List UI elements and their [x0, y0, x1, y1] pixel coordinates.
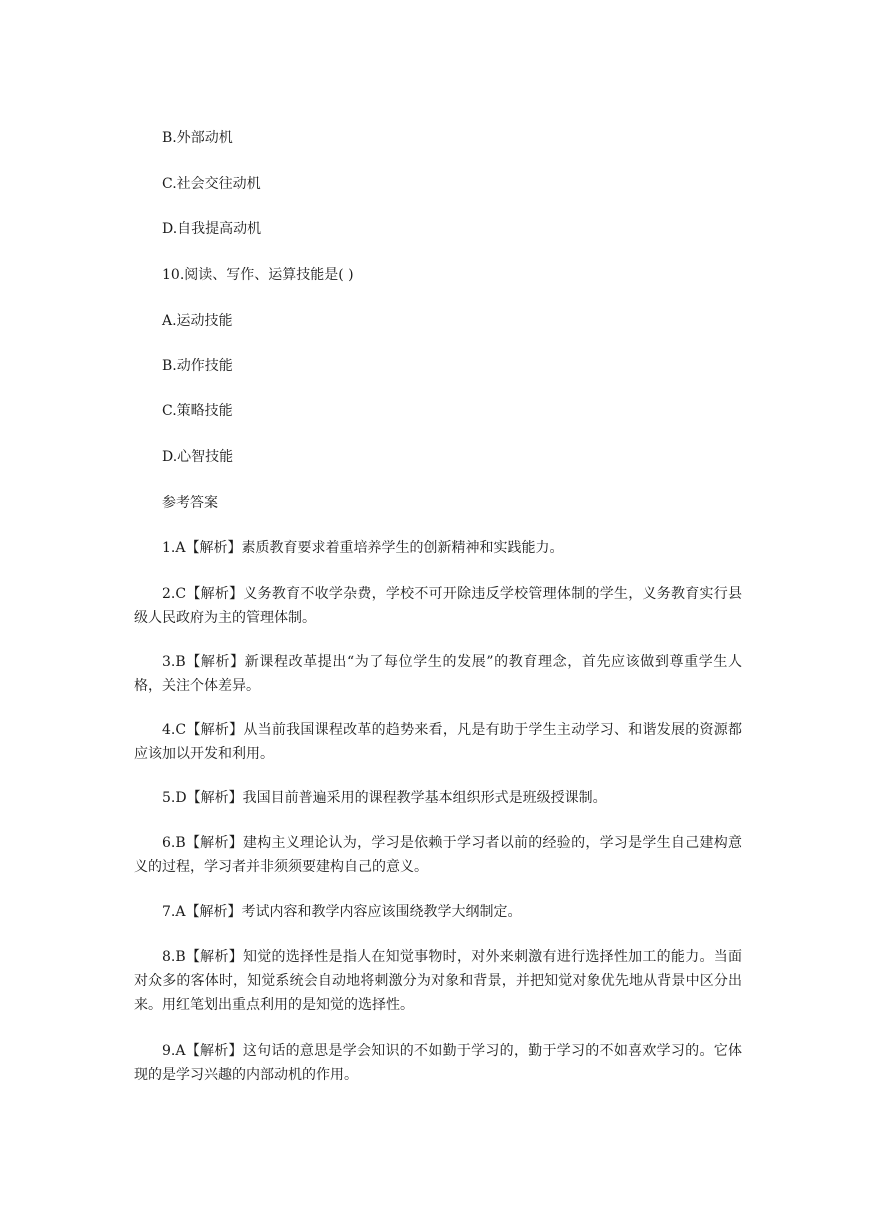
answer-item-1: 1.A【解析】素质教育要求着重培养学生的创新精神和实践能力。	[162, 540, 564, 556]
answer-item-7: 7.A【解析】考试内容和教学内容应该围绕教学大纲制定。	[162, 904, 522, 920]
answers-heading: 参考答案	[162, 495, 218, 511]
answer-item-5: 5.D【解析】我国目前普遍采用的课程教学基本组织形式是班级授课制。	[162, 790, 607, 806]
answer-item-3: 3.B【解析】新课程改革提出“为了每位学生的发展”的教育理念，首先应该做到尊重学生人格，关注个体差异。	[134, 654, 742, 694]
q10-option-d: D.心智技能	[162, 449, 234, 465]
q10-option-a: A.运动技能	[162, 313, 233, 329]
q10-option-c: C.策略技能	[162, 403, 233, 419]
q9-option-b: B.外部动机	[162, 130, 233, 146]
answer-item-4: 4.C【解析】从当前我国课程改革的趋势来看，凡是有助于学生主动学习、和谐发展的资源都应该加以开发和利用。	[134, 722, 742, 762]
q9-option-c: C.社会交往动机	[162, 176, 261, 192]
q9-option-d: D.自我提高动机	[162, 221, 262, 237]
answer-item-9: 9.A【解析】这句话的意思是学会知识的不如勤于学习的，勤于学习的不如喜欢学习的。它体现的是学习兴趣的内部动机的作用。	[134, 1043, 742, 1083]
q10-option-b: B.动作技能	[162, 358, 233, 374]
answer-item-8: 8.B【解析】知觉的选择性是指人在知觉事物时，对外来刺激有进行选择性加工的能力。当面对众多的客体时，知觉系统会自动地将刺激分为对象和背景，并把知觉对象优先地从背景中区分出来。用红笔划出重点利用的是知觉的选择性。	[134, 949, 742, 1013]
answer-item-2: 2.C【解析】义务教育不收学杂费，学校不可开除违反学校管理体制的学生，义务教育实行县级人民政府为主的管理体制。	[134, 586, 742, 626]
q10-stem: 10.阅读、写作、运算技能是( )	[162, 267, 354, 283]
answer-item-6: 6.B【解析】建构主义理论认为，学习是依赖于学习者以前的经验的，学习是学生自己建构意义的过程，学习者并非须须要建构自己的意义。	[134, 835, 742, 875]
